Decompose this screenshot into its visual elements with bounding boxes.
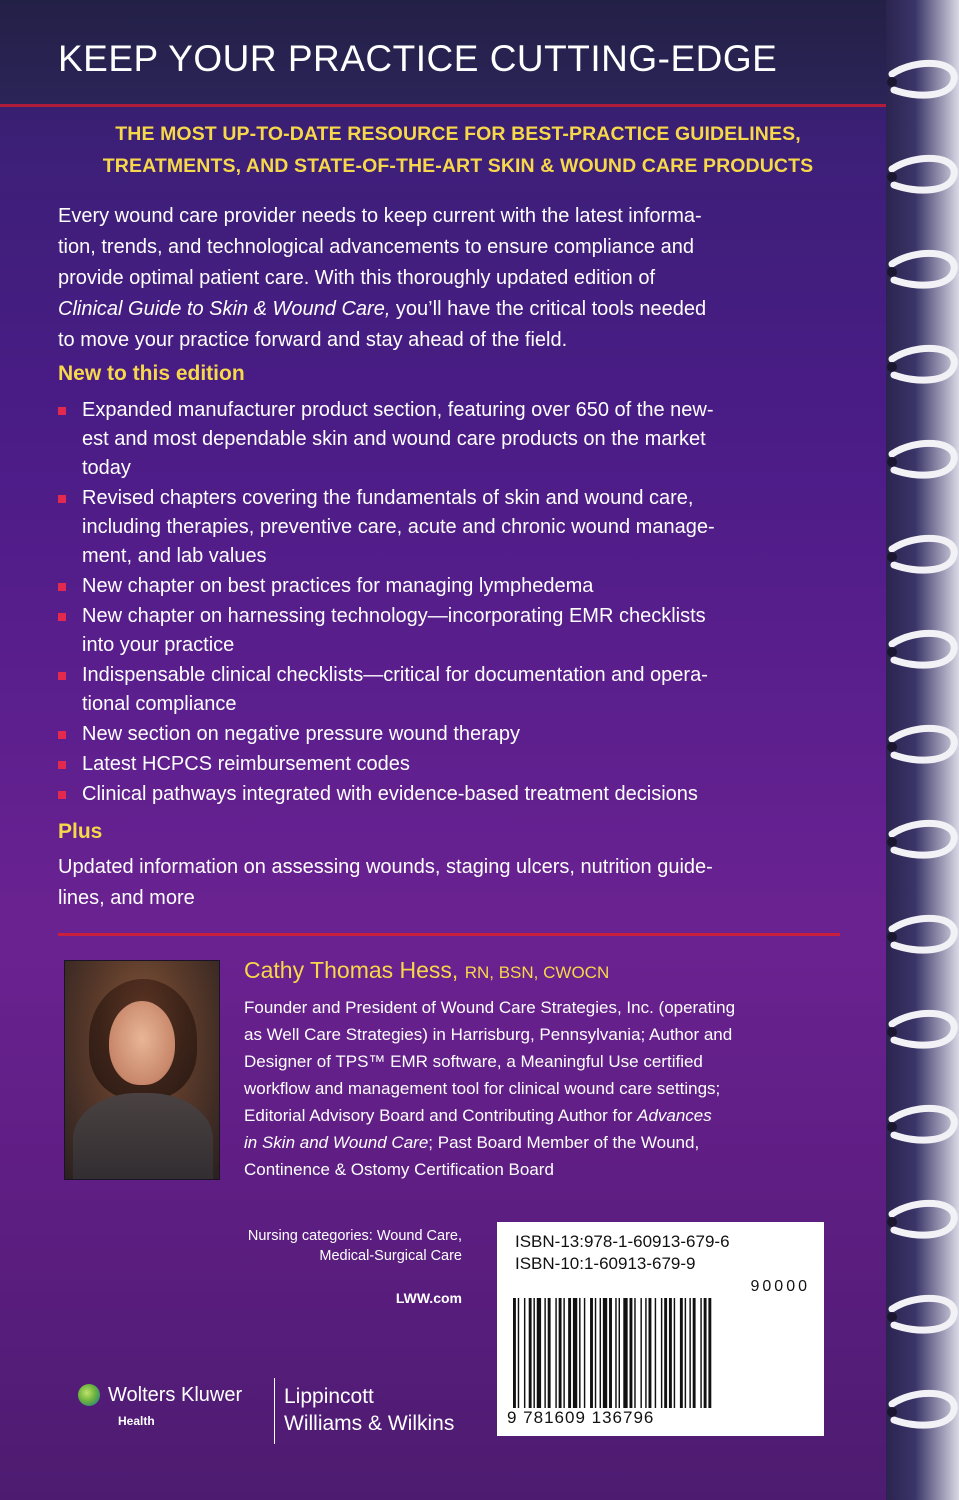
barcode-bar xyxy=(584,1298,585,1408)
barcode-bar xyxy=(533,1298,534,1408)
barcode-bar xyxy=(685,1298,686,1408)
binding-hole-icon xyxy=(887,172,897,182)
barcode-bar xyxy=(634,1298,635,1408)
spiral-coil-icon xyxy=(892,1108,954,1140)
bio-text: Editorial Advisory Board and Contributing Author for xyxy=(244,1106,638,1125)
barcode-bar xyxy=(559,1298,562,1408)
intro-line: Every wound care provider needs to keep current with the latest informa- xyxy=(58,205,702,227)
intro-paragraph xyxy=(58,201,848,356)
photo-face-shape xyxy=(109,1001,175,1085)
bio-line: Founder and President of Wound Care Strategies, Inc. (operating xyxy=(244,998,736,1017)
barcode-bar xyxy=(689,1298,690,1408)
spiral-coil-icon xyxy=(892,443,954,475)
binding-hole-icon xyxy=(887,742,897,752)
lww-line: Lippincott xyxy=(284,1385,374,1408)
author-credentials: RN, BSN, CWOCN xyxy=(464,963,610,982)
barcode-bar xyxy=(649,1298,652,1408)
barcode-bar xyxy=(700,1298,701,1408)
wolters-kluwer-name: Wolters Kluwer xyxy=(108,1384,243,1406)
binding-hole-icon xyxy=(887,1312,897,1322)
logo-divider xyxy=(274,1378,275,1444)
bullet-square-icon xyxy=(58,761,66,769)
binding-hole-icon xyxy=(887,647,897,657)
list-item-line: Revised chapters covering the fundamentals of skin and wound care, xyxy=(82,487,694,509)
list-item xyxy=(58,750,848,779)
list-item xyxy=(58,780,848,809)
barcode-bar xyxy=(579,1298,580,1408)
price-code: 90000 xyxy=(750,1278,810,1295)
list-item-line: ment, and lab values xyxy=(82,545,267,567)
bullet-square-icon xyxy=(58,791,66,799)
spiral-coil-icon xyxy=(892,538,954,570)
journal-title: Advances xyxy=(637,1106,712,1125)
spiral-coil-icon xyxy=(892,253,954,285)
barcode-bar xyxy=(555,1298,556,1408)
list-item-line: Expanded manufacturer product section, featuring over 650 of the new- xyxy=(82,399,714,421)
lww-logo xyxy=(284,1383,454,1437)
barcode-bar xyxy=(595,1298,596,1408)
list-item-line: including therapies, preventive care, acute and chronic wound manage- xyxy=(82,516,715,538)
bio-line xyxy=(244,1129,824,1156)
plus-line: Updated information on assessing wounds, staging ulcers, nutrition guide- xyxy=(58,856,713,878)
barcode-bar xyxy=(590,1298,593,1408)
author-photo xyxy=(64,960,220,1180)
isbn-10: ISBN-10:1-60913-679-9 xyxy=(515,1254,696,1273)
category-line: Medical-Surgical Care xyxy=(319,1248,462,1264)
lww-line: Williams & Wilkins xyxy=(284,1412,455,1435)
binding-hole-icon xyxy=(887,457,897,467)
intro-text: you’ll have the critical tools needed xyxy=(390,298,707,320)
barcode-bar xyxy=(603,1298,607,1408)
intro-line: tion, trends, and technological advancements to ensure compliance and xyxy=(58,236,694,258)
spiral-coil-icon xyxy=(892,1298,954,1330)
bio-line: as Well Care Strategies) in Harrisburg, Pennsylvania; Author and xyxy=(244,1025,733,1044)
section-divider xyxy=(58,933,840,936)
barcode-bar xyxy=(524,1298,525,1408)
barcode-bar xyxy=(615,1298,616,1408)
plus-line: lines, and more xyxy=(58,887,195,909)
intro-line: to move your practice forward and stay ahead of the field. xyxy=(58,329,568,351)
barcode-bar xyxy=(544,1298,545,1408)
spiral-coil-icon xyxy=(892,158,954,190)
list-item-line: est and most dependable skin and wound care products on the market xyxy=(82,428,706,450)
barcode-bar xyxy=(669,1298,672,1408)
publisher-website: LWW.com xyxy=(395,1290,462,1306)
barcode-bar xyxy=(640,1298,641,1408)
subheading-line: THE MOST UP-TO-DATE RESOURCE FOR BEST-PRACTICE GUIDELINES, xyxy=(115,123,801,145)
spiral-coil-icon xyxy=(892,633,954,665)
bullet-square-icon xyxy=(58,495,66,503)
barcode-bar xyxy=(655,1298,656,1408)
subheading-line: TREATMENTS, AND STATE-OF-THE-ART SKIN & WOUND CARE PRODUCTS xyxy=(102,155,814,177)
wolters-kluwer-mark-icon xyxy=(78,1384,100,1406)
binding-hole-icon xyxy=(887,1027,897,1037)
bio-line xyxy=(244,1102,824,1129)
barcode-bar xyxy=(609,1298,612,1408)
new-edition-heading: New to this edition xyxy=(58,362,245,385)
barcode-bar xyxy=(573,1298,577,1408)
barcode-bar xyxy=(548,1298,551,1408)
isbn-13: ISBN-13:978-1-60913-679-6 xyxy=(515,1232,730,1251)
barcode-bar xyxy=(704,1298,707,1408)
list-item-line: Clinical pathways integrated with evidence-based treatment decisions xyxy=(82,783,698,805)
barcode-bar xyxy=(680,1298,683,1408)
list-item xyxy=(58,602,848,660)
bullet-square-icon xyxy=(58,583,66,591)
barcode-bar xyxy=(563,1298,564,1408)
binding-hole-icon xyxy=(887,1122,897,1132)
journal-title: in Skin and Wound Care xyxy=(244,1133,429,1152)
list-item-line: today xyxy=(82,457,131,479)
binding-hole-icon xyxy=(887,267,897,277)
photo-body-shape xyxy=(73,1093,213,1180)
list-item xyxy=(58,720,848,749)
spiral-coil-icon xyxy=(892,1393,954,1425)
bio-line: workflow and management tool for clinical wound care settings; xyxy=(244,1079,721,1098)
list-item-line: Latest HCPCS reimbursement codes xyxy=(82,753,410,775)
barcode-bar xyxy=(568,1298,571,1408)
author-bio xyxy=(244,994,824,1183)
intro-line xyxy=(58,294,848,325)
list-item xyxy=(58,484,848,571)
barcode-bar xyxy=(661,1298,662,1408)
category-line: Nursing categories: Wound Care, xyxy=(247,1228,462,1244)
bio-line: Continence & Ostomy Certification Board xyxy=(244,1160,554,1179)
intro-line: provide optimal patient care. With this thoroughly updated edition of xyxy=(58,267,656,289)
spiral-coil-icon xyxy=(892,63,954,95)
author-name xyxy=(244,957,609,984)
barcode-bar xyxy=(693,1298,696,1408)
author-name-text: Cathy Thomas Hess, xyxy=(244,957,459,983)
barcode-bar xyxy=(630,1298,633,1408)
list-item-line: New chapter on harnessing technology—incorporating EMR checklists xyxy=(82,605,706,627)
list-item-line: New chapter on best practices for managing lymphedema xyxy=(82,575,594,597)
bio-line: Designer of TPS™ EMR software, a Meaningful Use certified xyxy=(244,1052,703,1071)
barcode-bar xyxy=(513,1298,516,1408)
list-item-line: into your practice xyxy=(82,634,235,656)
nursing-categories xyxy=(160,1226,462,1266)
subheading xyxy=(58,118,858,182)
spiral-coil-icon xyxy=(892,728,954,760)
binding-hole-icon xyxy=(887,552,897,562)
new-edition-list xyxy=(58,396,848,810)
barcode-bar xyxy=(708,1298,711,1408)
spiral-coil-icon xyxy=(892,1203,954,1235)
isbn-barcode xyxy=(497,1222,824,1436)
barcode-bar xyxy=(537,1298,541,1408)
barcode-bar xyxy=(619,1298,620,1408)
barcode-bar xyxy=(623,1298,627,1408)
list-item-line: Indispensable clinical checklists—critical for documentation and opera- xyxy=(82,664,708,686)
plus-heading: Plus xyxy=(58,820,103,843)
barcode-bar xyxy=(645,1298,646,1408)
header-band xyxy=(0,0,886,107)
list-item xyxy=(58,572,848,601)
list-item xyxy=(58,661,848,719)
barcode-bar xyxy=(600,1298,601,1408)
barcode-digits: 9 781609 136796 xyxy=(507,1408,655,1427)
barcode-bars xyxy=(511,1298,809,1408)
list-item xyxy=(58,396,848,483)
binding-hole-icon xyxy=(887,1217,897,1227)
bullet-square-icon xyxy=(58,407,66,415)
bullet-square-icon xyxy=(58,672,66,680)
bullet-square-icon xyxy=(58,731,66,739)
barcode-bar xyxy=(664,1298,667,1408)
list-item-line: tional compliance xyxy=(82,693,237,715)
binding-hole-icon xyxy=(887,77,897,87)
spiral-coil-icon xyxy=(892,823,954,855)
list-item-line: New section on negative pressure wound therapy xyxy=(82,723,521,745)
spiral-coil-icon xyxy=(892,348,954,380)
barcode-bar xyxy=(518,1298,519,1408)
bullet-square-icon xyxy=(58,613,66,621)
binding-hole-icon xyxy=(887,932,897,942)
barcode-bar xyxy=(674,1298,675,1408)
binding-hole-icon xyxy=(887,1407,897,1417)
book-title: Clinical Guide to Skin & Wound Care, xyxy=(58,298,391,320)
barcode-bar xyxy=(529,1298,532,1408)
cover-headline: KEEP YOUR PRACTICE CUTTING-EDGE xyxy=(58,38,778,79)
spiral-coil-icon xyxy=(892,1013,954,1045)
plus-paragraph xyxy=(58,852,848,914)
wolters-kluwer-health: Health xyxy=(118,1414,155,1428)
binding-hole-icon xyxy=(887,362,897,372)
spiral-binding xyxy=(886,0,959,1500)
binding-hole-icon xyxy=(887,837,897,847)
spiral-coil-icon xyxy=(892,918,954,950)
bio-text: ; Past Board Member of the Wound, xyxy=(428,1133,700,1152)
